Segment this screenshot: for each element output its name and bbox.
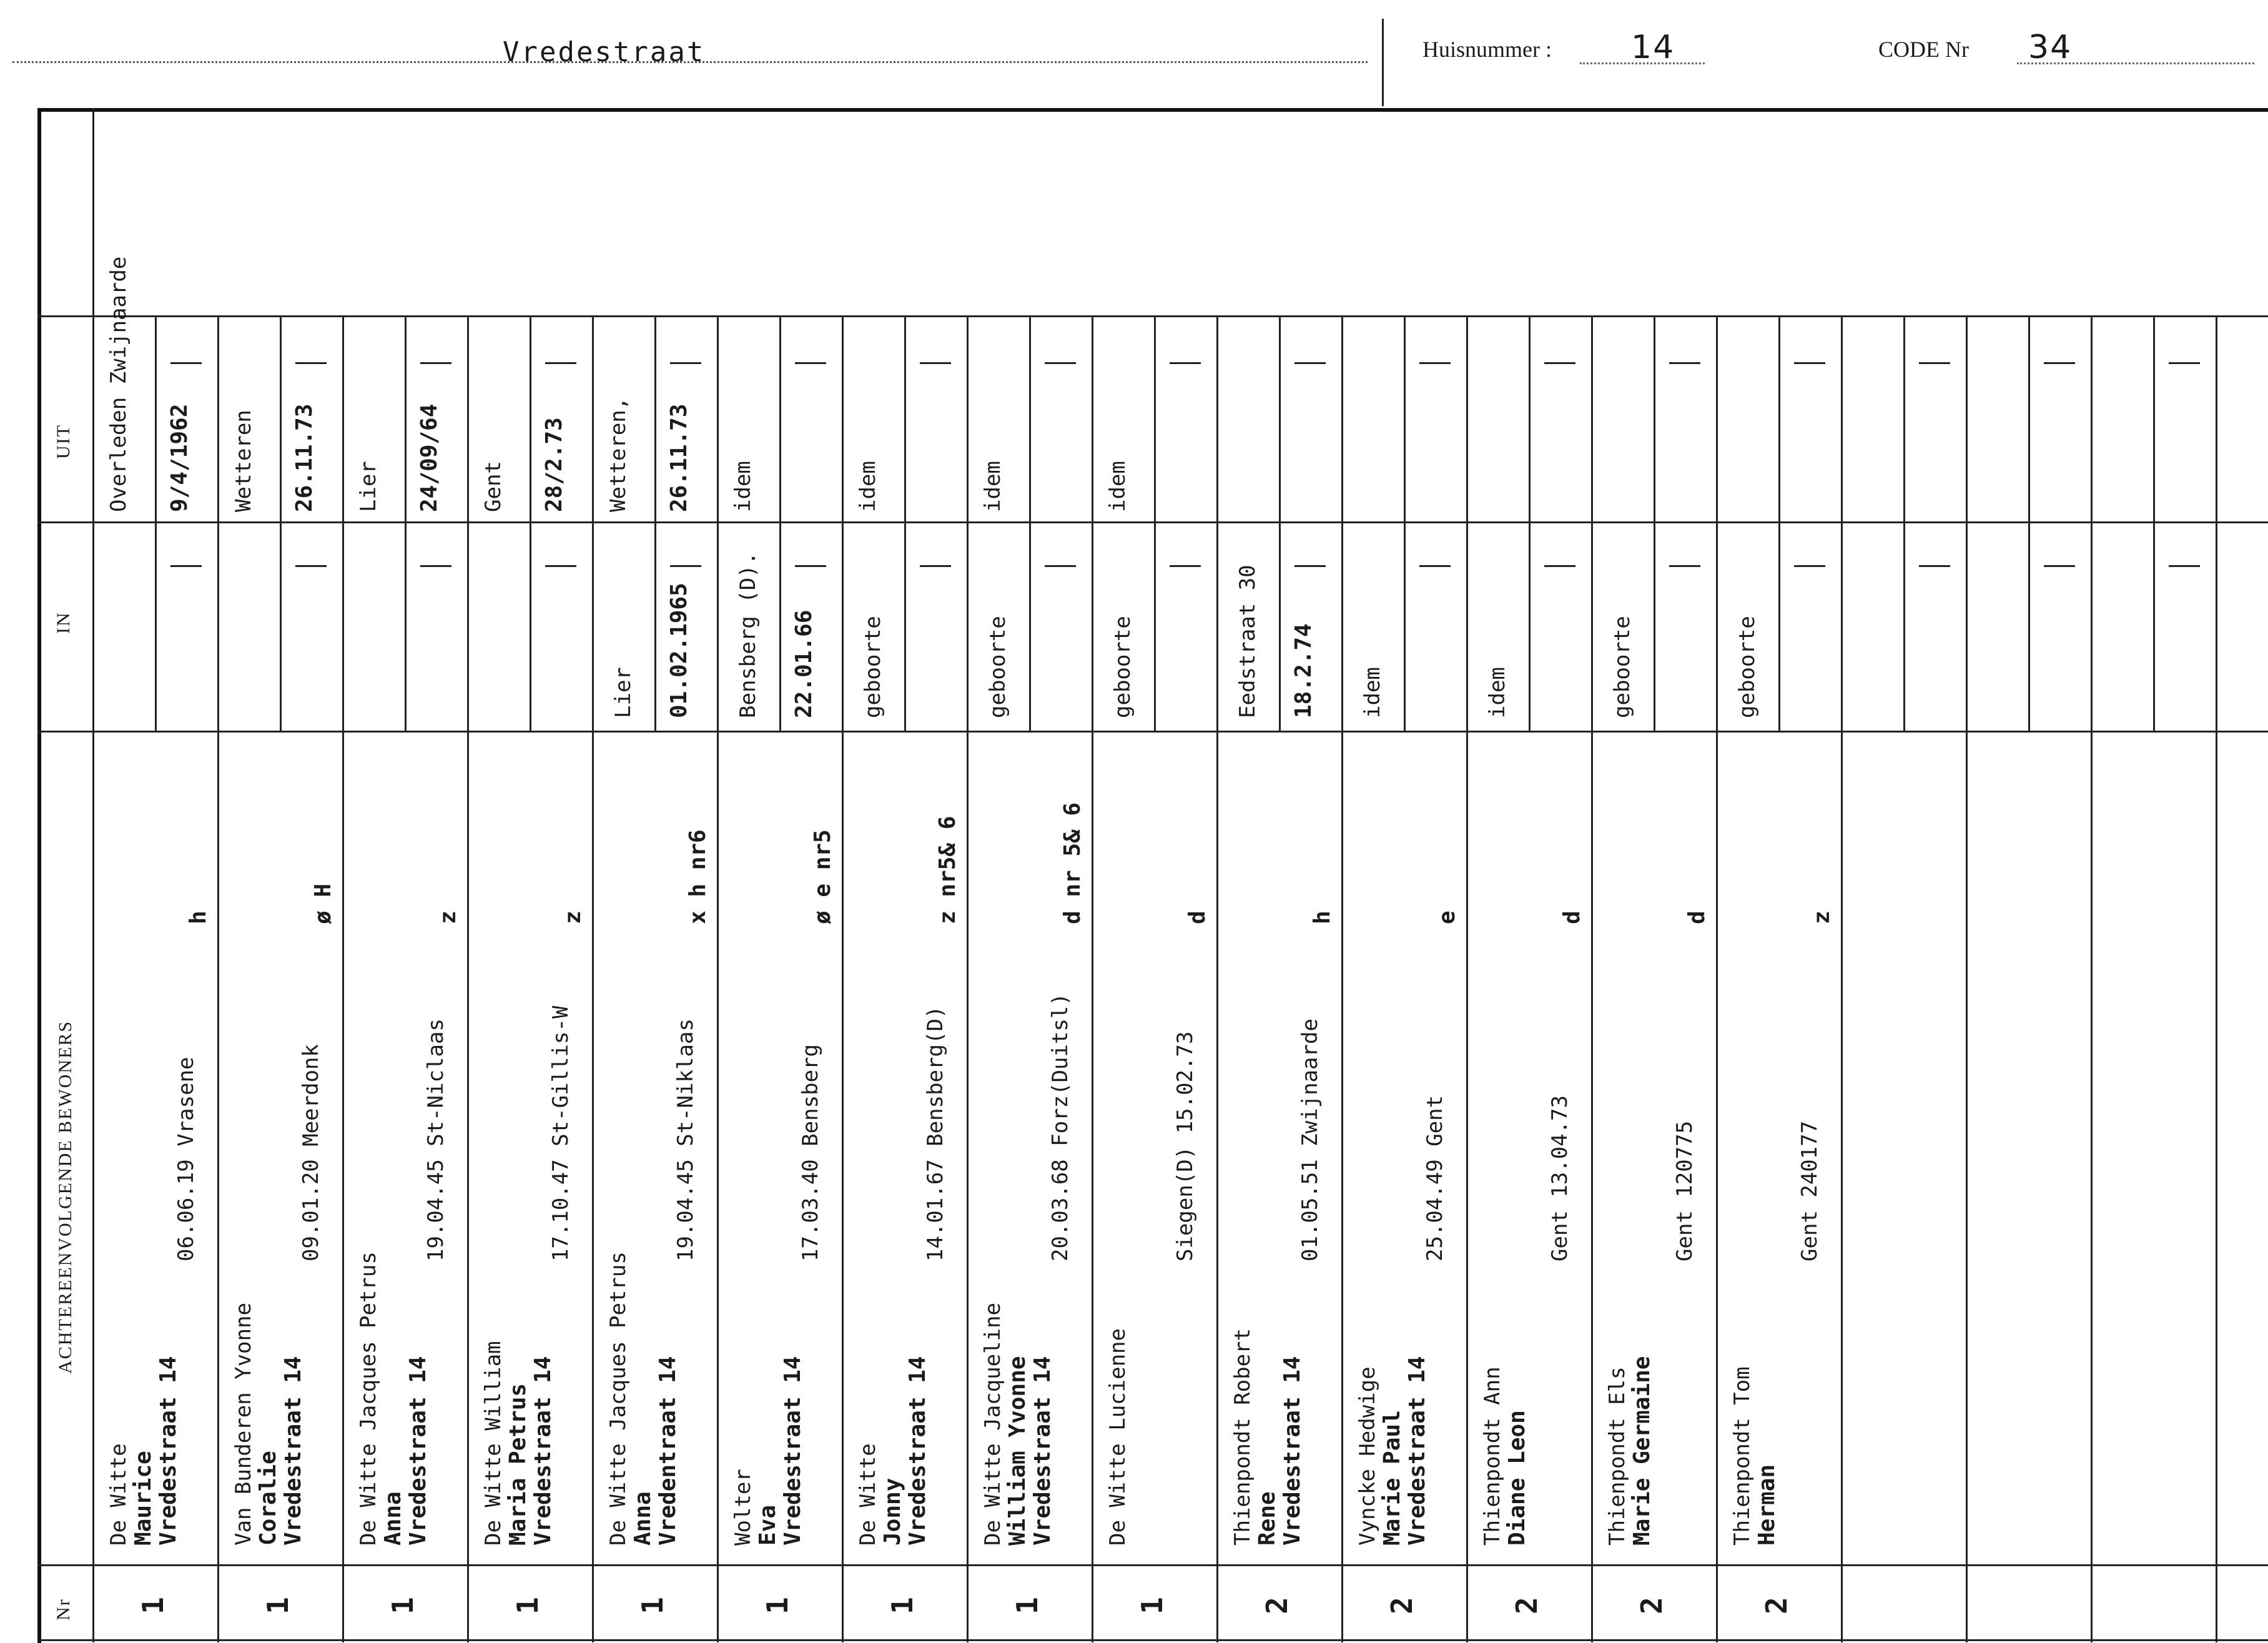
column-line xyxy=(1716,315,1718,1642)
cell-divider xyxy=(2028,315,2030,731)
row-number: 2 xyxy=(1635,1597,1669,1614)
birth-date-place: 06.06.19 Vrasene xyxy=(174,1057,199,1261)
huisnummer-label: Huisnummer : xyxy=(1422,37,1552,62)
resident-address: Vredestraat 14 xyxy=(905,1356,930,1546)
uit-place: Gent xyxy=(481,461,506,512)
row-number: 1 xyxy=(261,1597,295,1614)
empty-dash xyxy=(920,565,951,567)
resident-surname: De Witte William xyxy=(481,1341,506,1546)
empty-dash xyxy=(170,565,202,567)
resident-surname: Thienpondt Els xyxy=(1605,1366,1630,1546)
resident-surname: Van Bunderen Yvonne xyxy=(231,1303,256,1546)
code-label: CODE Nr xyxy=(1878,37,1969,62)
uit-place: idem xyxy=(1105,461,1130,512)
resident-surname: De Witte xyxy=(106,1443,131,1546)
in-place: geboorte xyxy=(860,616,885,718)
resident-address: Vredestraat 14 xyxy=(1404,1356,1430,1546)
birth-date-place: 25.04.49 Gent xyxy=(1422,1095,1447,1261)
empty-dash xyxy=(1419,362,1451,364)
empty-dash xyxy=(1919,362,1950,364)
uit-date: 26.11.73 xyxy=(666,403,692,512)
resident-address: Vredestraat 14 xyxy=(1279,1356,1305,1546)
empty-dash xyxy=(1794,565,1825,567)
status-code: e xyxy=(1434,910,1460,924)
uit-place: Wetteren, xyxy=(606,397,631,512)
code-dots xyxy=(2017,62,2254,64)
empty-dash xyxy=(420,362,451,364)
empty-dash xyxy=(670,565,701,567)
street-name: Vredestraat xyxy=(503,36,706,68)
column-line xyxy=(92,315,94,1642)
column-line xyxy=(217,315,219,1642)
code-value: 34 xyxy=(2028,29,2073,66)
in-place: geboorte xyxy=(985,616,1010,718)
birth-date-place: Siegen(D) 15.02.73 xyxy=(1173,1031,1198,1261)
empty-dash xyxy=(1294,362,1326,364)
column-line xyxy=(1591,315,1593,1642)
in-bewoners-line xyxy=(37,731,2268,733)
bewoners-section-label: ACHTEREENVOLGENDE BEWONERS xyxy=(55,1020,76,1374)
cell-divider xyxy=(779,315,781,731)
status-code: h xyxy=(185,910,211,924)
status-code: d xyxy=(1185,910,1210,924)
empty-dash xyxy=(2044,362,2075,364)
in-place: geboorte xyxy=(1110,616,1135,718)
cell-divider xyxy=(405,315,407,731)
cell-divider xyxy=(280,315,282,731)
cell-divider xyxy=(155,315,157,731)
status-code: z nr5& 6 xyxy=(935,816,960,924)
column-line xyxy=(842,315,844,1642)
empty-dash xyxy=(1669,565,1700,567)
uit-in-line xyxy=(37,521,2268,523)
huisnummer-dots xyxy=(1580,62,1705,64)
resident-address: Vredestraat 14 xyxy=(155,1356,181,1546)
cell-divider xyxy=(2153,315,2155,731)
resident-given-name: Rene xyxy=(1255,1491,1280,1546)
bewoners-nr-line xyxy=(37,1564,2268,1566)
column-line xyxy=(1216,315,1218,1642)
resident-address: Vredentraat 14 xyxy=(655,1356,681,1546)
cell-divider xyxy=(1778,315,1780,731)
birth-date-place: 19.04.45 St-Niklaas xyxy=(673,1019,698,1261)
uit-place: Wetteren xyxy=(231,410,256,512)
row-number: 2 xyxy=(1760,1597,1793,1614)
cell-divider xyxy=(1154,315,1156,731)
column-line xyxy=(1092,315,1093,1642)
empty-dash xyxy=(1544,362,1575,364)
status-code: ø H xyxy=(310,883,336,924)
in-place: Bensberg (D). xyxy=(736,551,761,718)
empty-dash xyxy=(295,362,327,364)
in-place: geboorte xyxy=(1735,616,1760,718)
column-line xyxy=(967,315,969,1642)
bottom-line xyxy=(37,1639,2268,1641)
huisnummer-value: 14 xyxy=(1631,29,1675,66)
empty-dash xyxy=(1045,565,1076,567)
cell-divider xyxy=(1279,315,1281,731)
birth-date-place: 14.01.67 Bensberg(D) xyxy=(923,1005,948,1261)
column-line xyxy=(717,315,719,1642)
uit-section-label: UIT xyxy=(53,424,74,459)
uit-place: Overleden Zwijnaarde xyxy=(106,256,131,512)
row-number: 1 xyxy=(511,1597,545,1614)
row-number: 2 xyxy=(1260,1597,1294,1614)
cell-divider xyxy=(1903,315,1905,731)
empty-dash xyxy=(920,362,951,364)
row-number: 1 xyxy=(1010,1597,1044,1614)
birth-date-place: 01.05.51 Zwijnaarde xyxy=(1298,1019,1323,1261)
in-place: Lier xyxy=(611,667,636,718)
birth-date-place: 19.04.45 St-Niclaas xyxy=(423,1019,448,1261)
empty-dash xyxy=(795,565,826,567)
resident-given-name: Anna xyxy=(380,1491,406,1546)
resident-given-name: Jonny xyxy=(880,1478,905,1546)
resident-given-name: Maurice xyxy=(131,1451,156,1546)
status-code: d xyxy=(1684,910,1710,924)
empty-dash xyxy=(2169,565,2200,567)
empty-dash xyxy=(545,362,576,364)
column-line xyxy=(592,315,594,1642)
birth-date-place: Gent 120775 xyxy=(1672,1120,1697,1261)
column-line xyxy=(467,315,469,1642)
resident-surname: De Witte Jacques Petrus xyxy=(606,1251,631,1546)
cell-divider xyxy=(904,315,906,731)
resident-given-name: William Yvonne xyxy=(1005,1356,1030,1546)
cell-divider xyxy=(1529,315,1531,731)
resident-given-name: Eva xyxy=(755,1504,781,1546)
empty-dash xyxy=(1544,565,1575,567)
column-line xyxy=(1841,315,1843,1642)
empty-dash xyxy=(1794,362,1825,364)
status-code: z xyxy=(560,910,586,924)
empty-dash xyxy=(2044,565,2075,567)
uit-date: 24/09/64 xyxy=(417,403,442,512)
resident-given-name: Maria Petrus xyxy=(505,1383,531,1546)
uit-date: 26.11.73 xyxy=(292,403,317,512)
uit-place: Lier xyxy=(356,461,381,512)
column-line xyxy=(342,315,344,1642)
column-line xyxy=(2091,315,2093,1642)
empty-dash xyxy=(1170,362,1201,364)
birth-date-place: 17.10.47 St-Gillis-W xyxy=(548,1005,573,1261)
status-code: x h nr6 xyxy=(685,829,711,924)
uit-place: idem xyxy=(731,461,756,512)
resident-surname: Wolter xyxy=(731,1469,756,1546)
row-number: 1 xyxy=(885,1597,919,1614)
in-place: geboorte xyxy=(1610,616,1635,718)
empty-dash xyxy=(2169,362,2200,364)
cell-divider xyxy=(1654,315,1655,731)
row-number: 2 xyxy=(1510,1597,1544,1614)
column-line xyxy=(1966,315,1968,1642)
resident-surname: Thienpondt Tom xyxy=(1730,1366,1755,1546)
in-date: 22.01.66 xyxy=(791,609,817,718)
resident-surname: Vyncke Hedwige xyxy=(1355,1366,1380,1546)
birth-date-place: Gent 240177 xyxy=(1797,1120,1822,1261)
empty-dash xyxy=(545,565,576,567)
row-number: 1 xyxy=(386,1597,420,1614)
empty-dash xyxy=(1045,362,1076,364)
status-code: h xyxy=(1309,910,1335,924)
in-date: 18.2.74 xyxy=(1291,623,1316,718)
resident-surname: Thienpondt Ann xyxy=(1480,1366,1505,1546)
empty-dash xyxy=(1294,565,1326,567)
status-code: z xyxy=(435,910,461,924)
row-number: 1 xyxy=(136,1597,170,1614)
empty-dash xyxy=(420,565,451,567)
resident-address: Vredestraat 14 xyxy=(780,1356,806,1546)
uit-top-line xyxy=(37,315,2268,317)
status-code: d nr 5& 6 xyxy=(1060,802,1085,924)
uit-place: idem xyxy=(855,461,880,512)
cell-divider xyxy=(1029,315,1031,731)
resident-given-name: Herman xyxy=(1754,1464,1780,1546)
resident-address: Vredestraat 14 xyxy=(280,1356,306,1546)
empty-dash xyxy=(1170,565,1201,567)
column-line xyxy=(2216,315,2217,1642)
empty-dash xyxy=(170,362,202,364)
birth-date-place: Gent 13.04.73 xyxy=(1547,1095,1572,1261)
resident-surname: De Witte Jacqueline xyxy=(980,1303,1005,1546)
column-line xyxy=(1341,315,1343,1642)
street-dotted-line xyxy=(12,61,1368,63)
column-line xyxy=(92,108,94,315)
resident-given-name: Anna xyxy=(630,1491,656,1546)
empty-dash xyxy=(295,565,327,567)
empty-dash xyxy=(1419,565,1451,567)
in-place: idem xyxy=(1485,667,1510,718)
resident-address: Vredestraat 14 xyxy=(1030,1356,1055,1546)
row-number: 2 xyxy=(1385,1597,1419,1614)
empty-dash xyxy=(795,362,826,364)
in-place: Eedstraat 30 xyxy=(1235,565,1260,718)
row-number: 1 xyxy=(761,1597,794,1614)
resident-surname: De Witte Lucienne xyxy=(1105,1328,1130,1546)
uit-date: 28/2.73 xyxy=(541,417,567,512)
empty-dash xyxy=(1919,565,1950,567)
cell-divider xyxy=(530,315,531,731)
in-place: idem xyxy=(1360,667,1385,718)
resident-address: Vredestraat 14 xyxy=(530,1356,556,1546)
empty-dash xyxy=(670,362,701,364)
resident-address: Vredestraat 14 xyxy=(405,1356,431,1546)
empty-dash xyxy=(1669,362,1700,364)
status-code: z xyxy=(1809,910,1835,924)
resident-given-name: Diane Leon xyxy=(1504,1410,1530,1546)
birth-date-place: 17.03.40 Bensberg xyxy=(798,1044,823,1261)
column-line xyxy=(1466,315,1468,1642)
uit-place: idem xyxy=(980,461,1005,512)
uit-date: 9/4/1962 xyxy=(167,403,192,512)
status-code: ø e nr5 xyxy=(810,829,836,924)
resident-surname: Thienpondt Robert xyxy=(1230,1328,1255,1546)
status-code: d xyxy=(1559,910,1585,924)
in-section-label: IN xyxy=(53,611,74,634)
cell-divider xyxy=(654,315,656,731)
resident-given-name: Marie Paul xyxy=(1379,1410,1405,1546)
resident-given-name: Coralie xyxy=(255,1451,281,1546)
row-number: 1 xyxy=(1135,1597,1169,1614)
resident-given-name: Marie Germaine xyxy=(1629,1356,1655,1546)
resident-surname: De Witte Jacques Petrus xyxy=(356,1251,381,1546)
row-number: 1 xyxy=(636,1597,669,1614)
in-date: 01.02.1965 xyxy=(666,583,692,718)
birth-date-place: 09.01.20 Meerdonk xyxy=(298,1044,323,1261)
cell-divider xyxy=(1404,315,1406,731)
birth-date-place: 20.03.68 Forz(Duitsl) xyxy=(1048,993,1073,1261)
header-divider xyxy=(1382,19,1384,106)
nr-section-label: Nr xyxy=(53,1598,74,1621)
resident-surname: De Witte xyxy=(855,1443,880,1546)
